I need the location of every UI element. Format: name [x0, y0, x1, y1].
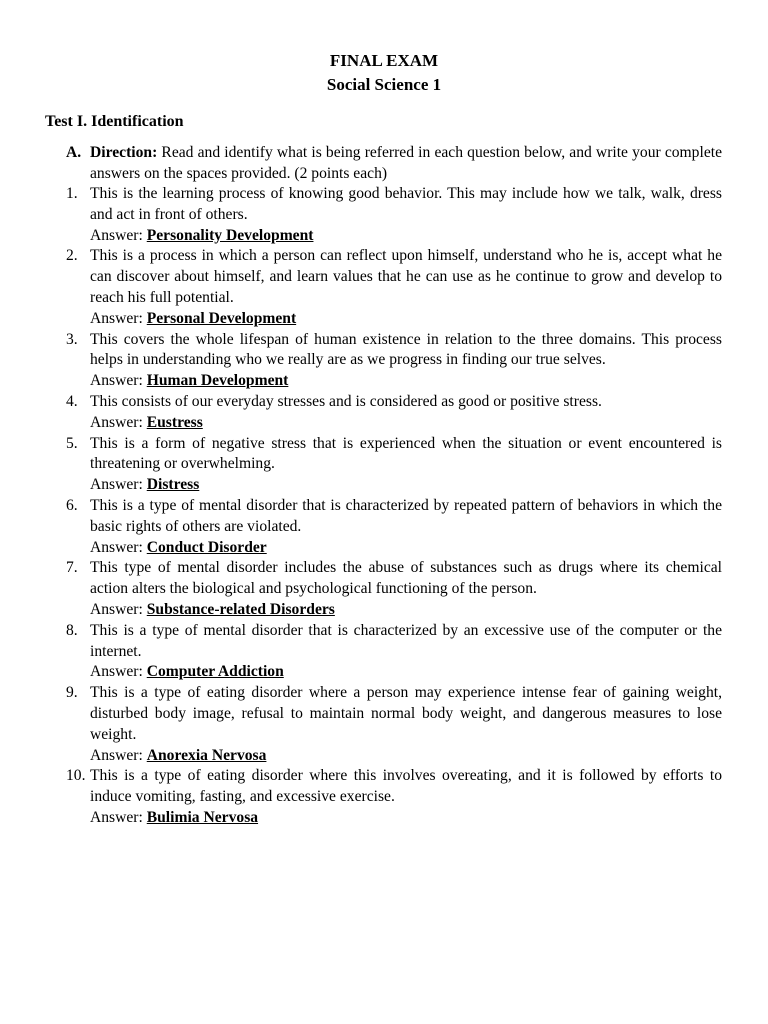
question-text: This type of mental disorder includes the abuse of substances such as drugs where its chemical action alters the biological and psychological functioning of the person. [90, 559, 722, 598]
answer-line [90, 371, 722, 392]
answer-text: Personal Development [146, 309, 297, 327]
direction-block [66, 143, 722, 185]
direction-text: Read and identify what is being referred in each question below, and write your complete answers on the spaces provided. (2 points each) [90, 144, 722, 182]
answer-text: Eustress [146, 413, 203, 431]
answer-line [90, 600, 722, 621]
question-number: 6. [66, 496, 78, 514]
answer-text: Conduct Disorder [146, 538, 267, 556]
question-number: 10. [66, 767, 86, 785]
question-item [66, 184, 722, 246]
answer-line [90, 475, 722, 496]
exam-header [0, 49, 768, 97]
question-text: This is a type of eating disorder where this involves overeating, and it is followed by efforts to induce vomiting, fasting, and excessive exercise. [90, 767, 722, 806]
answer-prefix: Answer: [90, 663, 147, 681]
question-number: 4. [66, 392, 78, 410]
answer-line [90, 538, 722, 559]
direction-word: Direction: [90, 144, 158, 161]
exam-subtitle: Social Science 1 [326, 75, 442, 94]
answer-prefix: Answer: [90, 476, 147, 494]
question-text: This covers the whole lifespan of human existence in relation to the three domains. This process helps in understanding who we really are as we progress in finding our true selves. [90, 330, 722, 369]
direction-label: A. [66, 144, 82, 161]
test-heading: Test I. Identification [45, 113, 184, 130]
question-text: This is a form of negative stress that is experienced when the situation or event encountered is threatening or overwhelming. [90, 434, 722, 473]
question-item [66, 683, 722, 766]
question-number: 9. [66, 684, 78, 702]
question-item [66, 330, 722, 392]
answer-text: Bulimia Nervosa [146, 808, 259, 826]
answer-prefix: Answer: [90, 226, 147, 244]
answer-prefix: Answer: [90, 413, 147, 431]
answer-text: Distress [146, 476, 200, 494]
question-number: 7. [66, 559, 78, 577]
question-item [66, 496, 722, 558]
exam-title: FINAL EXAM [329, 51, 439, 70]
question-text: This is the learning process of knowing good behavior. This may include how we talk, walk, dress and act in front of others. [90, 185, 722, 223]
question-text: This is a process in which a person can reflect upon himself, understand who he is, accept what he can discover about himself, and learn values that he can use as he continue to grow and develop to reach his full potential. [90, 247, 722, 306]
answer-line [90, 413, 722, 434]
answer-line [90, 662, 722, 683]
answer-prefix: Answer: [90, 372, 147, 390]
answer-text: Substance-related Disorders [146, 600, 335, 618]
answer-line [90, 309, 722, 330]
question-item [66, 434, 722, 496]
answer-line [90, 808, 722, 829]
question-text: This is a type of mental disorder that is characterized by an excessive use of the computer or the internet. [90, 621, 722, 660]
answer-text: Computer Addiction [146, 663, 284, 681]
answer-prefix: Answer: [90, 538, 147, 556]
question-text: This is a type of mental disorder that is characterized by repeated pattern of behaviors in which the basic rights of others are violated. [90, 496, 722, 535]
answer-line [90, 226, 722, 247]
answer-prefix: Answer: [90, 746, 147, 764]
question-item [66, 558, 722, 620]
question-number: 5. [66, 434, 78, 452]
question-list [66, 184, 722, 829]
question-number: 1. [66, 185, 78, 202]
answer-text: Human Development [146, 372, 289, 390]
question-text: This consists of our everyday stresses and is considered as good or positive stress. [90, 392, 602, 410]
question-number: 3. [66, 330, 78, 348]
answer-text: Anorexia Nervosa [146, 746, 267, 764]
question-text: This is a type of eating disorder where a person may experience intense fear of gaining weight, disturbed body image, refusal to maintain normal body weight, and dangerous measures to lose weight. [90, 684, 722, 743]
question-item [66, 392, 722, 434]
answer-text: Personality Development [146, 226, 314, 244]
answer-prefix: Answer: [90, 808, 147, 826]
question-item [66, 766, 722, 828]
answer-line [90, 746, 722, 767]
question-item [66, 246, 722, 329]
question-number: 2. [66, 247, 78, 265]
question-item [66, 621, 722, 683]
question-number: 8. [66, 621, 78, 639]
answer-prefix: Answer: [90, 309, 147, 327]
answer-prefix: Answer: [90, 600, 147, 618]
direction-body [90, 143, 722, 185]
